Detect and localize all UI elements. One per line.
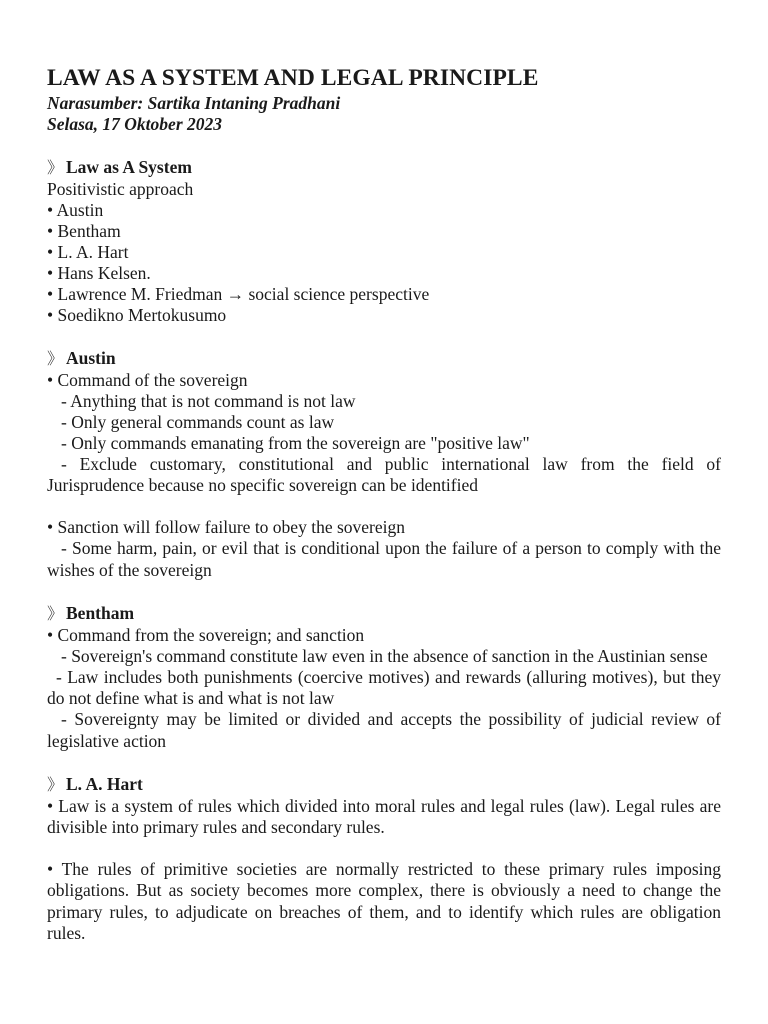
document-page bbox=[47, 64, 721, 944]
section-heading bbox=[47, 348, 721, 370]
double-chevron-icon: 》 bbox=[47, 776, 64, 794]
bullet-point: • Command of the sovereign bbox=[47, 370, 248, 390]
section-law-as-system bbox=[47, 157, 721, 326]
section-heading-text: Bentham bbox=[66, 602, 135, 623]
section-hart bbox=[47, 774, 721, 944]
list-item: • Soedikno Mertokusumo bbox=[47, 305, 227, 325]
paragraph: • Law is a system of rules which divided into moral rules and legal rules (law). Legal rules are divisible into primary rules and secondary rules. bbox=[47, 795, 721, 838]
intro-text: Positivistic approach bbox=[47, 179, 194, 199]
speaker-line: Narasumber: Sartika Intaning Pradhani bbox=[47, 93, 341, 113]
sub-point-paragraph: - Sovereignty may be limited or divided and accepts the possibility of judicial review of legislative action bbox=[47, 709, 721, 751]
bullet-point: • Command from the sovereign; and sanction bbox=[47, 624, 365, 645]
sub-point-paragraph: - Sovereign's command constitute law even in the absence of sanction in the Austinian sense bbox=[61, 645, 708, 666]
double-chevron-icon: 》 bbox=[47, 351, 64, 368]
list-item: • L. A. Hart bbox=[47, 242, 129, 262]
list-item: • Austin bbox=[47, 200, 104, 220]
list-item: • Bentham bbox=[47, 221, 121, 241]
list-item: • Lawrence M. Friedman → social science perspective bbox=[47, 284, 430, 304]
section-heading-text: Austin bbox=[66, 348, 116, 368]
section-bentham bbox=[47, 603, 721, 752]
sub-point: - Only general commands count as law bbox=[61, 412, 335, 432]
sub-point-paragraph: - Law includes both punishments (coercive motives) and rewards (alluring motives), but they do not define what is and what is not law bbox=[47, 667, 721, 709]
sub-point: - Only commands emanating from the sovereign are "positive law" bbox=[61, 433, 530, 453]
sub-point: - Anything that is not command is not law bbox=[61, 391, 356, 411]
date-line: Selasa, 17 Oktober 2023 bbox=[47, 114, 222, 134]
paragraph: • The rules of primitive societies are normally restricted to these primary rules imposing obligations. But as society becomes more complex, there is obviously a need to change the primary rules, to adjudicate on breaches of them, and to identify which rules are obligation rules. bbox=[47, 859, 721, 943]
document-title: LAW AS A SYSTEM AND LEGAL PRINCIPLE bbox=[47, 65, 539, 91]
double-chevron-icon: 》 bbox=[47, 605, 64, 623]
bullet-point: • Sanction will follow failure to obey the sovereign bbox=[47, 517, 405, 538]
section-heading bbox=[47, 774, 721, 796]
double-chevron-icon: 》 bbox=[47, 160, 64, 177]
section-heading bbox=[47, 157, 721, 179]
section-austin bbox=[47, 348, 721, 581]
section-heading-text: Law as A System bbox=[66, 157, 192, 177]
section-heading bbox=[47, 603, 721, 625]
section-heading-text: L. A. Hart bbox=[66, 773, 143, 794]
list-item: • Hans Kelsen. bbox=[47, 263, 151, 283]
sub-point-paragraph: - Exclude customary, constitutional and public international law from the field of Jurisprudence because no specific sovereign can be identified bbox=[47, 454, 721, 496]
sub-point-paragraph: - Some harm, pain, or evil that is conditional upon the failure of a person to comply with the wishes of the sovereign bbox=[47, 538, 721, 580]
